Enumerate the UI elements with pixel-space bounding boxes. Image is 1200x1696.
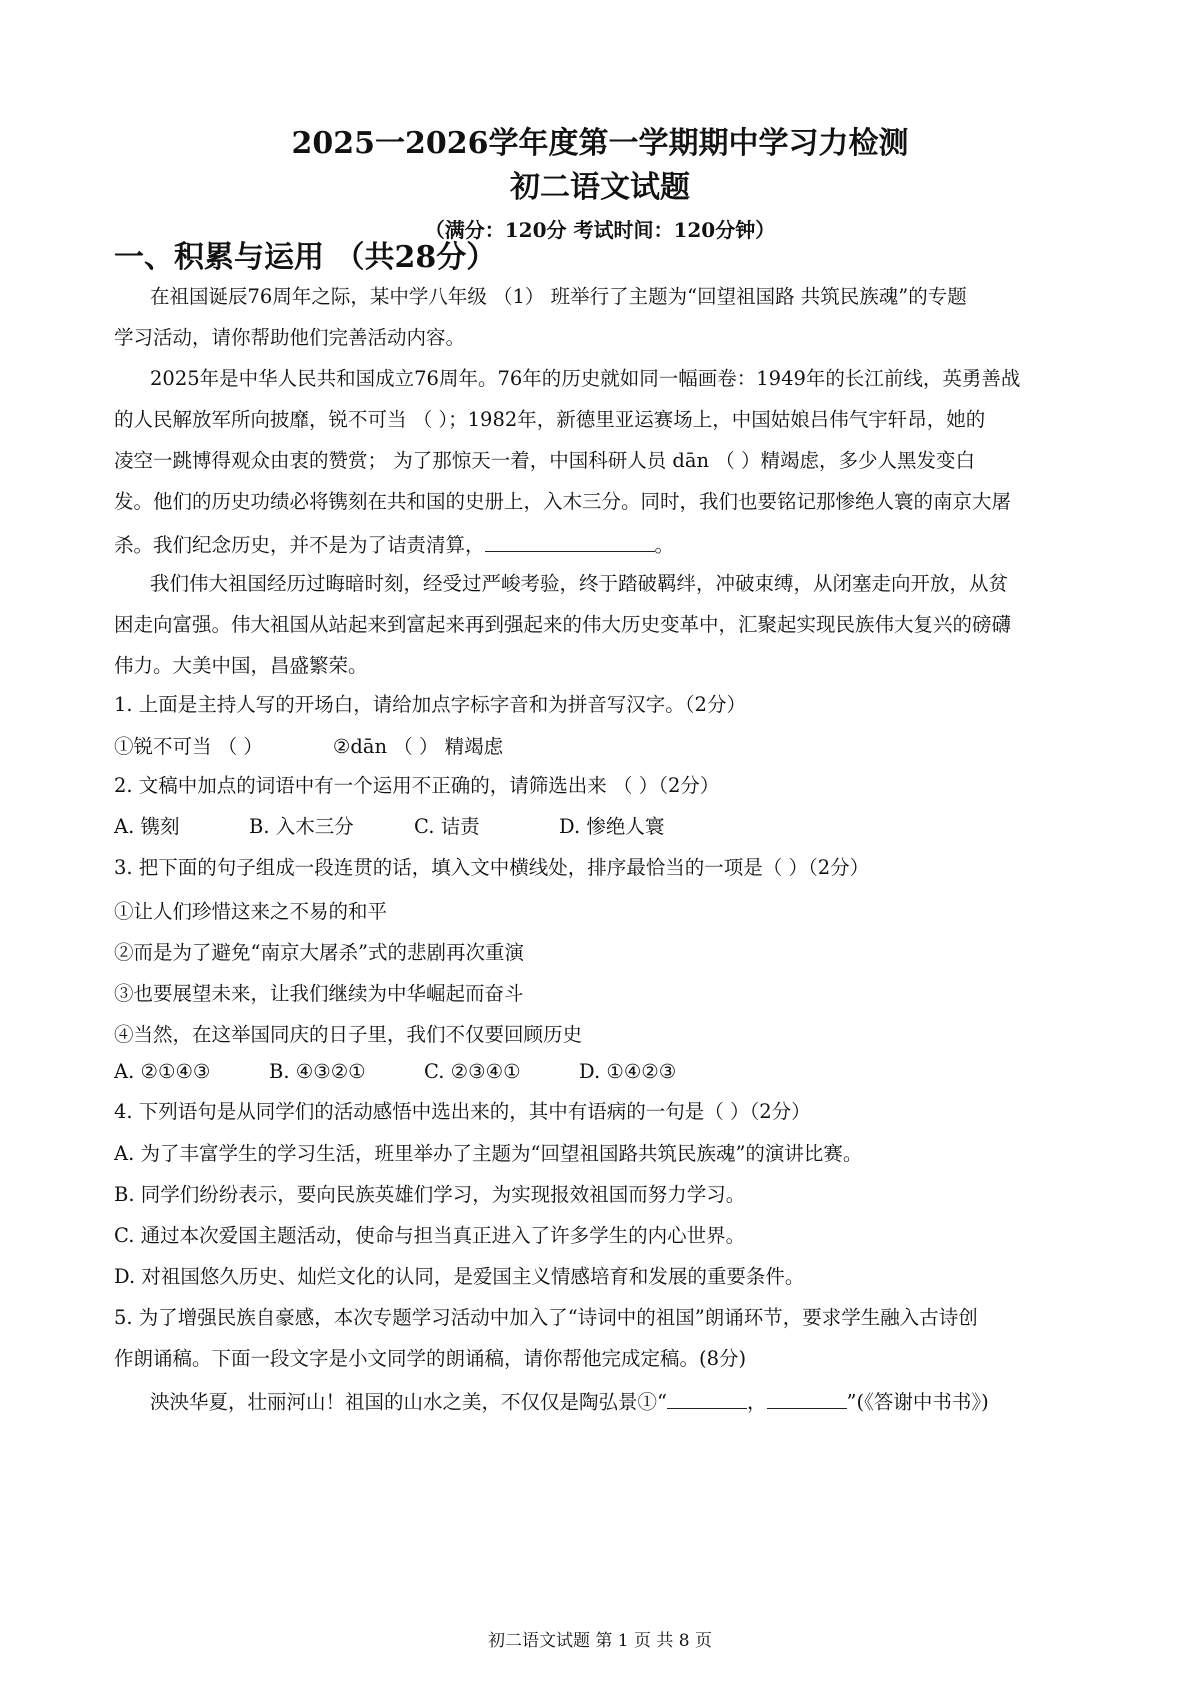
option-c[interactable]: C. 通过本次爱国主题活动，使命与担当真正进入了许多学生的内心世界。: [114, 1224, 746, 1247]
option-b[interactable]: B. 同学们纷纷表示，要向民族英雄们学习，为实现报效祖国而努力学习。: [114, 1183, 746, 1206]
paragraph-line: 凌空一跳博得观众由衷的赞赏； 为了那惊天一着，中国科研人员 dān （ ）精竭虑，多少人黑发变白: [114, 449, 975, 472]
exam-meta: （满分：120分 考试时间：120分钟）: [424, 218, 776, 242]
option-a[interactable]: A. 镌刻: [114, 815, 180, 838]
q3-item: ①让人们珍惜这来之不易的和平: [114, 900, 388, 923]
paragraph-line: 伟力。大美中国，昌盛繁荣。: [114, 654, 368, 677]
exam-title: 2025一2026学年度第一学期期中学习力检测: [291, 126, 909, 161]
paragraph-text: 杀。我们纪念历史，并不是为了诘责清算，: [114, 533, 485, 557]
option-b[interactable]: B. 入木三分: [249, 815, 354, 838]
q1-item-a: ①锐不可当 （ ）: [114, 735, 263, 758]
question-1-items: [114, 735, 503, 758]
paragraph-line: 在祖国诞辰76周年之际，某中学八年级 （1） 班举行了主题为“回望祖国路 共筑民族魂”的专题: [150, 285, 967, 308]
page-footer: 初二语文试题 第 1 页 共 8 页: [487, 1631, 713, 1651]
paragraph-line: 的人民解放军所向披靡，锐不可当 （ ）；1982年，新德里亚运赛场上，中国姑娘吕伟气宇轩昂，她的: [114, 408, 986, 431]
paragraph-text: 泱泱华夏，壮丽河山！祖国的山水之美，不仅仅是陶弘景①“: [150, 1390, 667, 1414]
option-b[interactable]: B. ④③②①: [269, 1060, 366, 1083]
question-2-options: [114, 815, 664, 838]
option-d[interactable]: D. ①④②③: [579, 1060, 677, 1083]
answer-blank[interactable]: [767, 1388, 847, 1409]
question-3: 3. 把下面的句子组成一段连贯的话，填入文中横线处，排序最恰当的一项是（ ）（2分）: [114, 856, 870, 879]
question-5-cont: 作朗诵稿。下面一段文字是小文同学的朗诵稿，请你帮他完成定稿。(8分): [114, 1347, 747, 1370]
paragraph-line: 我们伟大祖国经历过晦暗时刻，经受过严峻考验，终于踏破羁绊，冲破束缚，从闭塞走向开放，从贫: [150, 572, 1009, 595]
exam-subtitle: 初二语文试题: [510, 170, 690, 205]
answer-blank[interactable]: [485, 531, 655, 552]
question-3-options: [114, 1060, 676, 1083]
option-a[interactable]: A. ②①④③: [114, 1060, 211, 1083]
option-c[interactable]: C. 诘责: [414, 815, 480, 838]
paragraph-line: 困走向富强。伟大祖国从站起来到富起来再到强起来的伟大历史变革中，汇聚起实现民族伟大复兴的磅礴: [114, 613, 1012, 636]
q1-item-b: ②dān （ ） 精竭虑: [332, 735, 504, 758]
option-d[interactable]: D. 对祖国悠久历史、灿烂文化的认同，是爱国主义情感培育和发展的重要条件。: [114, 1265, 805, 1288]
option-d[interactable]: D. 惨绝人寰: [559, 815, 665, 838]
question-5: 5. 为了增强民族自豪感，本次专题学习活动中加入了“诗词中的祖国”朗诵环节，要求学生融入古诗创: [114, 1306, 978, 1329]
question-4: 4. 下列语句是从同学们的活动感悟中选出来的，其中有语病的一句是（ ）（2分）: [114, 1100, 811, 1123]
paragraph-line: 学习活动，请你帮助他们完善活动内容。: [114, 326, 466, 349]
paragraph-line: 2025年是中华人民共和国成立76周年。76年的历史就如同一幅画卷：1949年的长江前线，英勇善战: [150, 367, 1021, 390]
paragraph-text: ”(《答谢中书书》): [846, 1390, 989, 1414]
q3-item: ④当然，在这举国同庆的日子里，我们不仅要回顾历史: [114, 1023, 583, 1046]
paragraph-line: [114, 531, 674, 557]
q3-item: ②而是为了避免“南京大屠杀”式的悲剧再次重演: [114, 941, 524, 964]
q3-item: ③也要展望未来，让我们继续为中华崛起而奋斗: [114, 982, 524, 1005]
paragraph-line: 发。他们的历史功绩必将镌刻在共和国的史册上，入木三分。同时，我们也要铭记那惨绝人寰的南京大屠: [114, 490, 1012, 513]
option-a[interactable]: A. 为了丰富学生的学习生活，班里举办了主题为“回望祖国路共筑民族魂”的演讲比赛。: [114, 1142, 863, 1165]
question-1: 1. 上面是主持人写的开场白，请给加点字标字音和为拼音写汉字。（2分）: [114, 693, 746, 716]
answer-blank[interactable]: [667, 1388, 747, 1409]
paragraph-text: ，: [746, 1390, 767, 1414]
question-2: 2. 文稿中加点的词语中有一个运用不正确的，请筛选出来 （ ）（2分）: [114, 774, 720, 797]
paragraph-line: [150, 1388, 989, 1414]
option-c[interactable]: C. ②③④①: [424, 1060, 521, 1083]
paragraph-text: 。: [654, 533, 675, 557]
section-heading: 一、积累与运用 （共28分）: [114, 240, 497, 275]
